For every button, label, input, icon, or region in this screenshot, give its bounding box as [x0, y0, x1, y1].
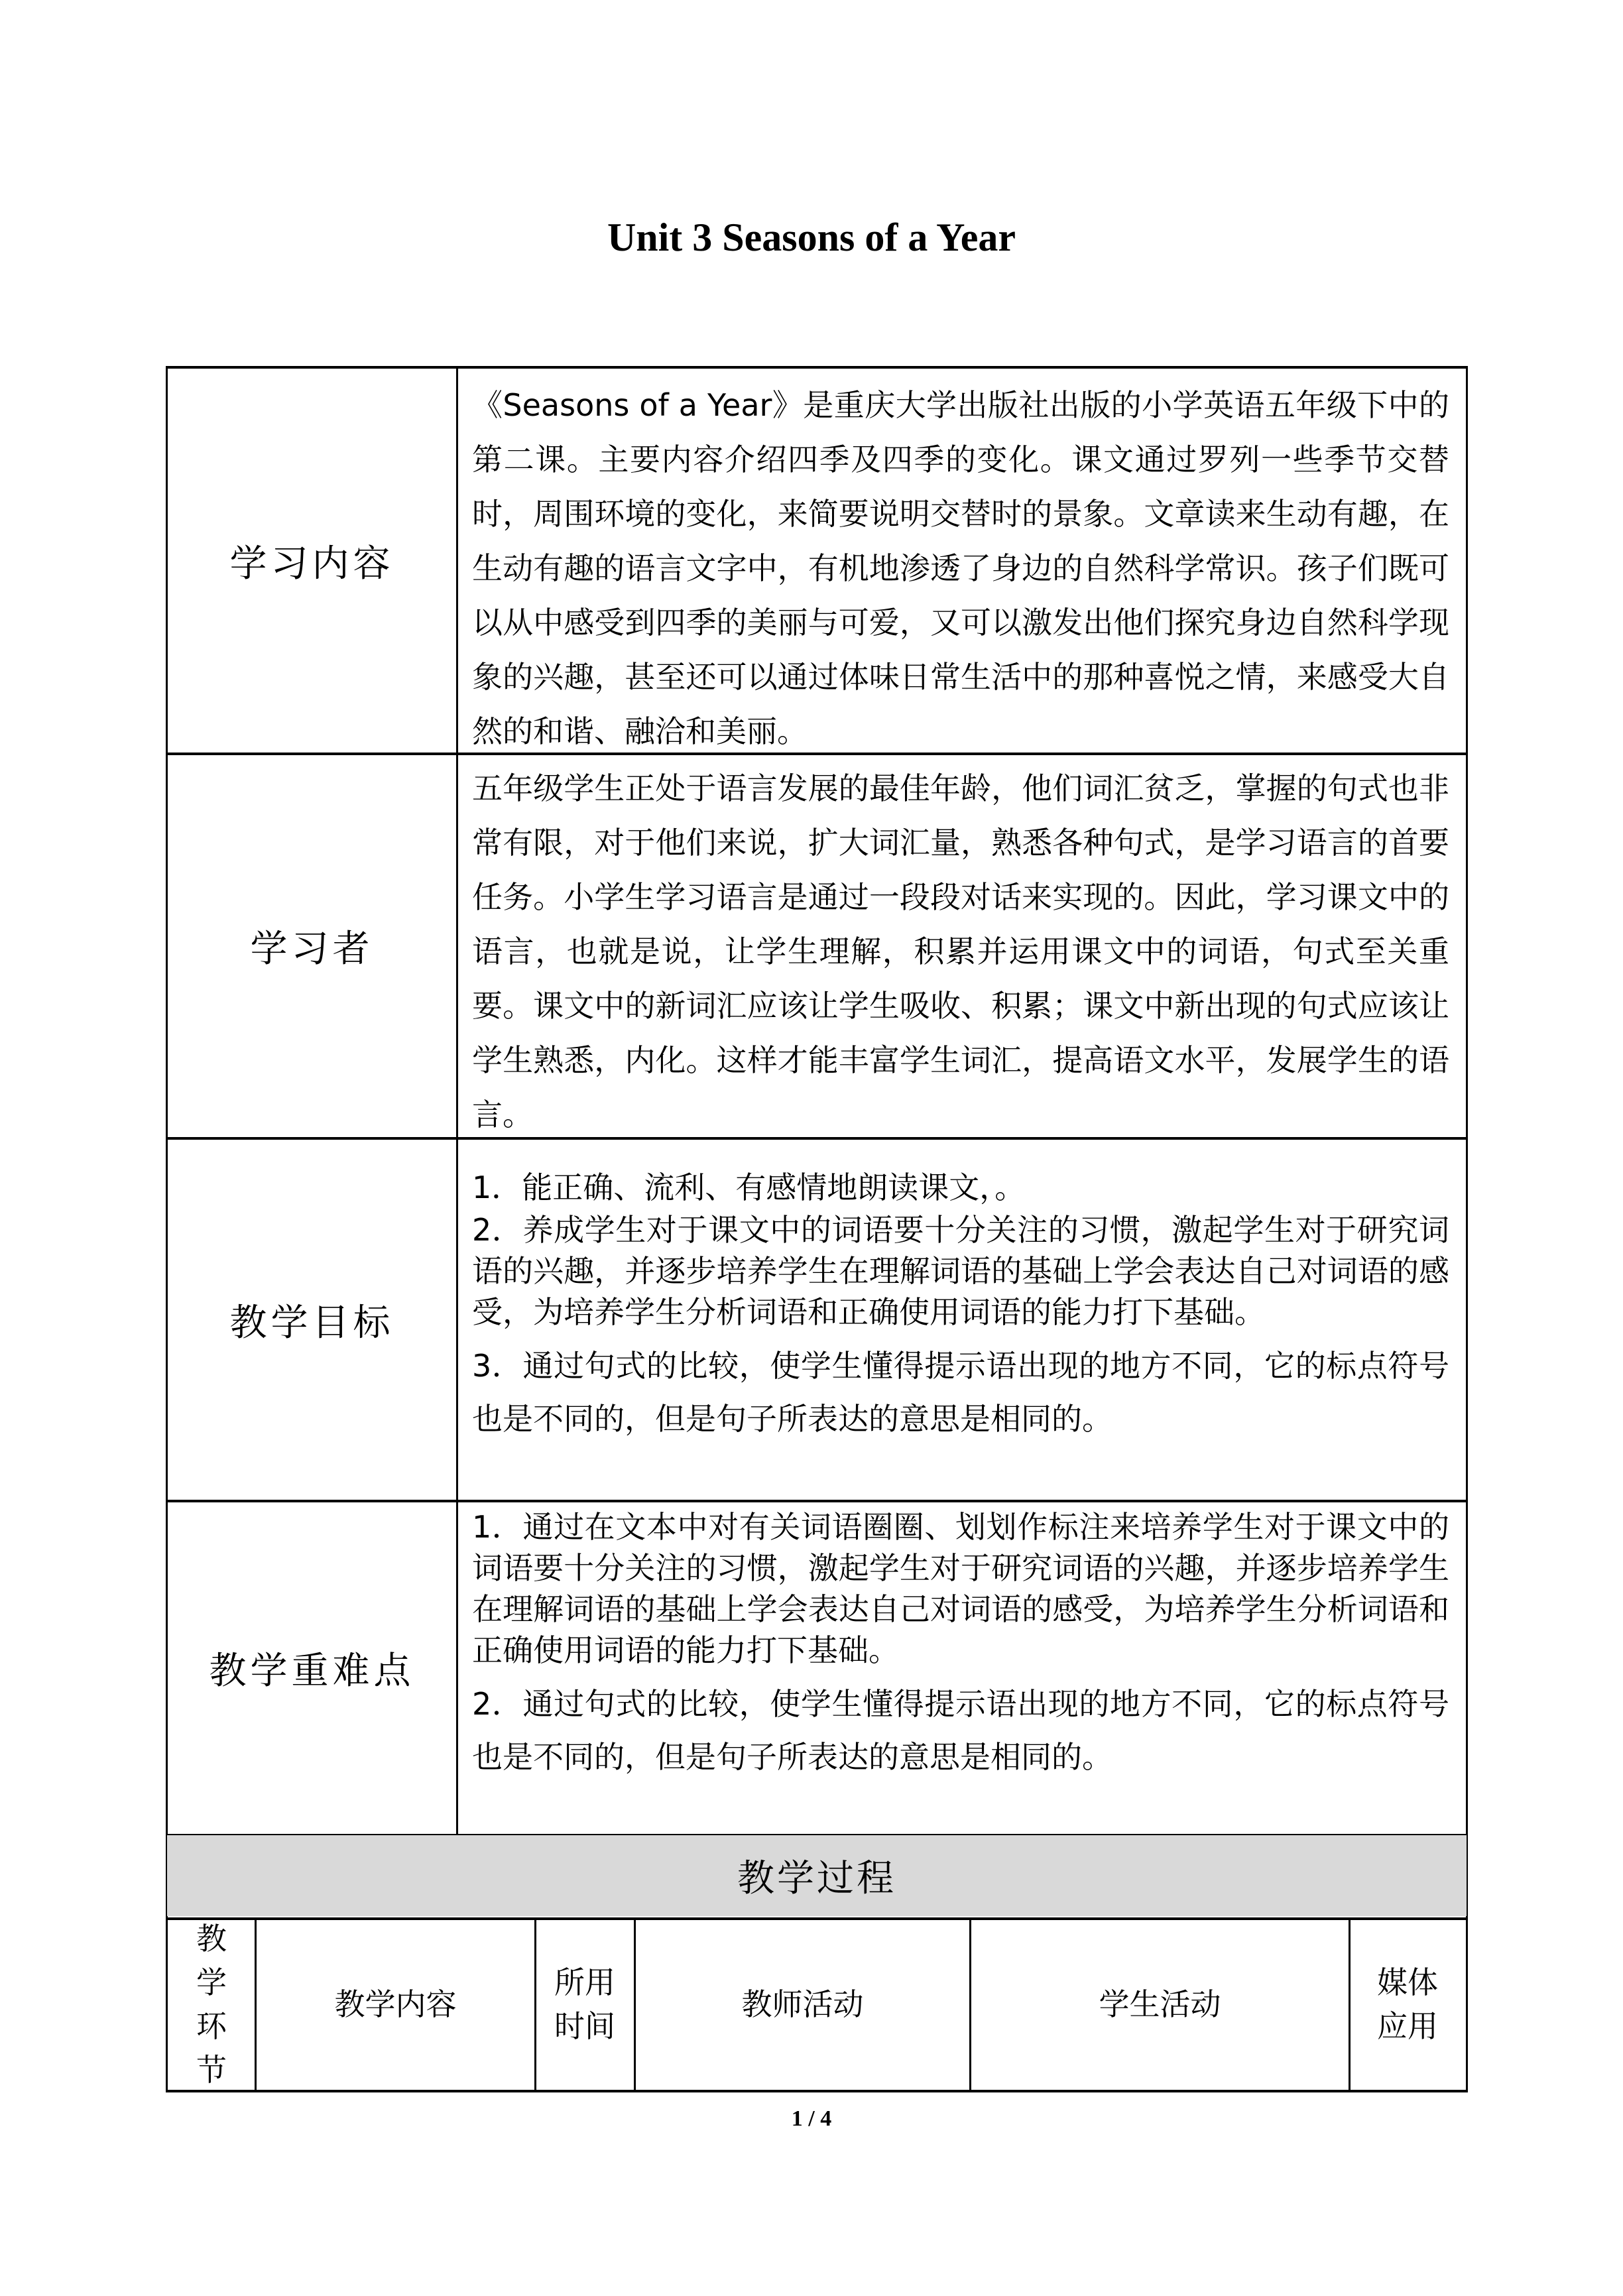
- page-number: 1 / 4: [791, 2106, 832, 2131]
- paragraph: 1．通过在文本中对有关词语圈圈、划划作标注来培养学生对于课文中的词语要十分关注的习惯，激起学生对于研究词语的兴趣，并逐步培养学生在理解词语的基础上学会表达自己对词语的感受，为培养学生分析词语和正确使用词语的能力打下基础。: [472, 1509, 1449, 1668]
- teaching-process-heading: 教学过程: [167, 1835, 1467, 1916]
- table-right-border: [1466, 366, 1468, 2092]
- paragraph: 《Seasons of a Year》是重庆大学出版社出版的小学英语五年级下中的第二课。主要内容介绍四季及四季的变化。课文通过罗列一些季节交替时，周围环境的变化，来简要说明交替时的景象。文章读来生动有趣，在生动有趣的语言文字中，有机地渗透了身边的自然科学常识。孩子们既可以从中感受到四季的美丽与可爱，又可以激发出他们探究身边自然科学现象的兴趣，甚至还可以通过体味日常生活中的那种喜悦之情，来感受大自然的和谐、融洽和美丽。: [472, 387, 1449, 749]
- row-label-learner: 学习者: [250, 928, 374, 971]
- paragraph: 3．通过句式的比较，使学生懂得提示语出现的地方不同，它的标点符号也是不同的，但是句子所表达的意思是相同的。: [472, 1348, 1449, 1437]
- col-header-media-use: 媒体应用: [1377, 1964, 1438, 2044]
- row-label-learning-content: 学习内容: [229, 542, 394, 585]
- paragraph: 1．能正确、流利、有感情地朗读课文，。: [472, 1170, 1026, 1205]
- col-divider: [534, 1917, 536, 2091]
- document-title: Unit 3 Seasons of a Year: [607, 215, 1016, 259]
- row-content-key-difficulties: [472, 1506, 1449, 1783]
- row-label-key-difficulties: 教学重难点: [209, 1650, 415, 1693]
- row-content-teaching-objectives: [472, 1167, 1449, 1445]
- col-header-teacher-activity: 教师活动: [741, 1986, 864, 2022]
- table-bottom-border: [166, 2090, 1468, 2092]
- row-content-learner: [472, 761, 1449, 1142]
- row-content-learning-content: [472, 378, 1449, 758]
- col-header-teaching-content: 教学内容: [334, 1986, 457, 2022]
- col-header-student-activity: 学生活动: [1099, 1986, 1221, 2022]
- paragraph: 五年级学生正处于语言发展的最佳年龄，他们词汇贫乏，掌握的句式也非常有限，对于他们来说，扩大词汇量，熟悉各种句式，是学习语言的首要任务。小学生学习语言是通过一段段对话来实现的。因此，学习课文中的语言，也就是说，让学生理解，积累并运用课文中的词语，句式至关重要。课文中的新词汇应该让学生吸收、积累；课文中新出现的句式应该让学生熟悉，内化。这样才能丰富学生词汇，提高语文水平，发展学生的语言。: [472, 770, 1449, 1132]
- label-divider: [456, 366, 458, 1835]
- col-header-time-used: 所用时间: [554, 1964, 615, 2044]
- col-divider: [1349, 1917, 1351, 2091]
- row-label-teaching-objectives: 教学目标: [229, 1301, 394, 1345]
- paragraph: 2．养成学生对于课文中的词语要十分关注的习惯，激起学生对于研究词语的兴趣，并逐步培养学生在理解词语的基础上学会表达自己对词语的感受，为培养学生分析词语和正确使用词语的能力打下基础。: [472, 1212, 1449, 1330]
- col-header-teaching-stage: 教学环节: [196, 1921, 227, 2088]
- paragraph: 2．通过句式的比较，使学生懂得提示语出现的地方不同，它的标点符号也是不同的，但是句子所表达的意思是相同的。: [472, 1686, 1449, 1775]
